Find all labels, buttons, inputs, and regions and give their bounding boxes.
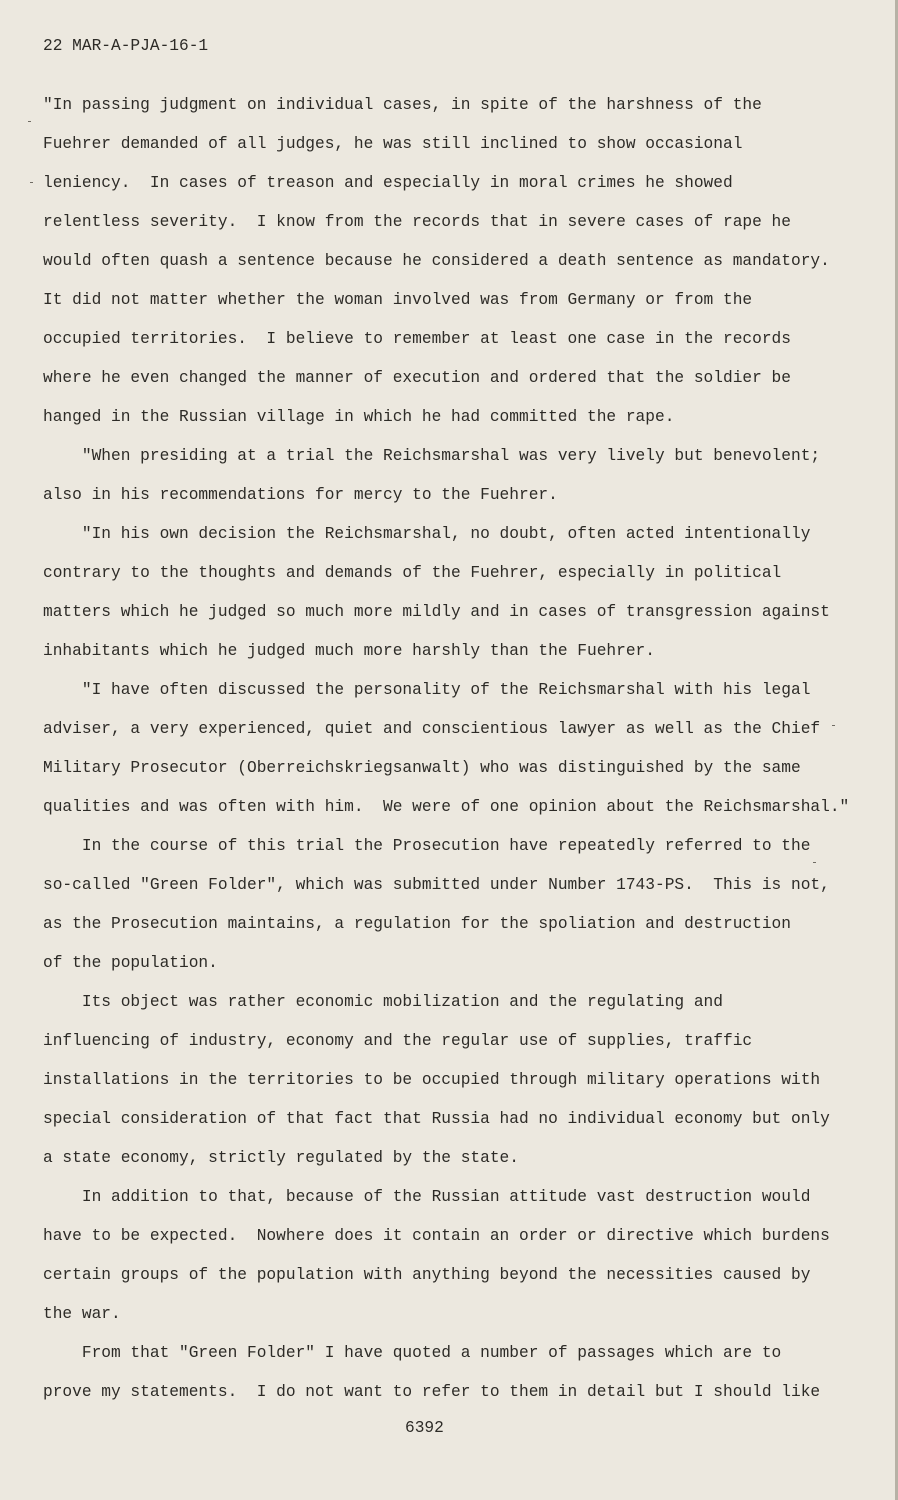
body-line: In the course of this trial the Prosecution have repeatedly referred to the bbox=[43, 837, 811, 855]
body-line: "When presiding at a trial the Reichsmarshal was very lively but benevolent; bbox=[43, 447, 821, 465]
body-line: qualities and was often with him. We were of one opinion about the Reichsmarshal." bbox=[43, 798, 850, 816]
body-line: occupied territories. I believe to remember at least one case in the records bbox=[43, 330, 791, 348]
body-line: also in his recommendations for mercy to the Fuehrer. bbox=[43, 486, 558, 504]
body-line: From that "Green Folder" I have quoted a number of passages which are to bbox=[43, 1344, 782, 1362]
body-line: leniency. In cases of treason and especially in moral crimes he showed bbox=[43, 174, 733, 192]
body-line: where he even changed the manner of execution and ordered that the soldier be bbox=[43, 369, 791, 387]
body-line: "I have often discussed the personality of the Reichsmarshal with his legal bbox=[43, 681, 811, 699]
body-line: so-called "Green Folder", which was submitted under Number 1743-PS. This is not, bbox=[43, 876, 830, 894]
body-line: In addition to that, because of the Russian attitude vast destruction would bbox=[43, 1188, 811, 1206]
body-line: as the Prosecution maintains, a regulation for the spoliation and destruction bbox=[43, 915, 791, 933]
body-line: a state economy, strictly regulated by the state. bbox=[43, 1149, 519, 1167]
body-line: Its object was rather economic mobilization and the regulating and bbox=[43, 993, 723, 1011]
document-reference: 22 MAR-A-PJA-16-1 bbox=[43, 37, 209, 55]
body-line: "In his own decision the Reichsmarshal, no doubt, often acted intentionally bbox=[43, 525, 811, 543]
body-line: prove my statements. I do not want to refer to them in detail but I should like bbox=[43, 1383, 821, 1401]
paper-mark bbox=[813, 862, 816, 863]
body-line: contrary to the thoughts and demands of the Fuehrer, especially in political bbox=[43, 564, 782, 582]
body-line: would often quash a sentence because he considered a death sentence as mandatory. bbox=[43, 252, 830, 270]
body-line: inhabitants which he judged much more harshly than the Fuehrer. bbox=[43, 642, 655, 660]
body-line: adviser, a very experienced, quiet and conscientious lawyer as well as the Chief bbox=[43, 720, 821, 738]
page-number: 6392 bbox=[405, 1419, 444, 1437]
body-line: hanged in the Russian village in which he had committed the rape. bbox=[43, 408, 675, 426]
body-line: of the population. bbox=[43, 954, 218, 972]
body-line: have to be expected. Nowhere does it contain an order or directive which burdens bbox=[43, 1227, 830, 1245]
paper-mark bbox=[832, 725, 835, 726]
body-line: Military Prosecutor (Oberreichskriegsanwalt) who was distinguished by the same bbox=[43, 759, 801, 777]
body-line: certain groups of the population with anything beyond the necessities caused by bbox=[43, 1266, 811, 1284]
body-line: matters which he judged so much more mildly and in cases of transgression against bbox=[43, 603, 830, 621]
paper-mark bbox=[28, 121, 31, 122]
body-line: special consideration of that fact that Russia had no individual economy but only bbox=[43, 1110, 830, 1128]
body-line: influencing of industry, economy and the regular use of supplies, traffic bbox=[43, 1032, 753, 1050]
body-line: relentless severity. I know from the records that in severe cases of rape he bbox=[43, 213, 791, 231]
body-line: Fuehrer demanded of all judges, he was still inclined to show occasional bbox=[43, 135, 743, 153]
paper-mark bbox=[30, 182, 33, 183]
body-line: It did not matter whether the woman involved was from Germany or from the bbox=[43, 291, 753, 309]
body-line: the war. bbox=[43, 1305, 121, 1323]
body-line: installations in the territories to be occupied through military operations with bbox=[43, 1071, 821, 1089]
body-line: "In passing judgment on individual cases, in spite of the harshness of the bbox=[43, 96, 762, 114]
